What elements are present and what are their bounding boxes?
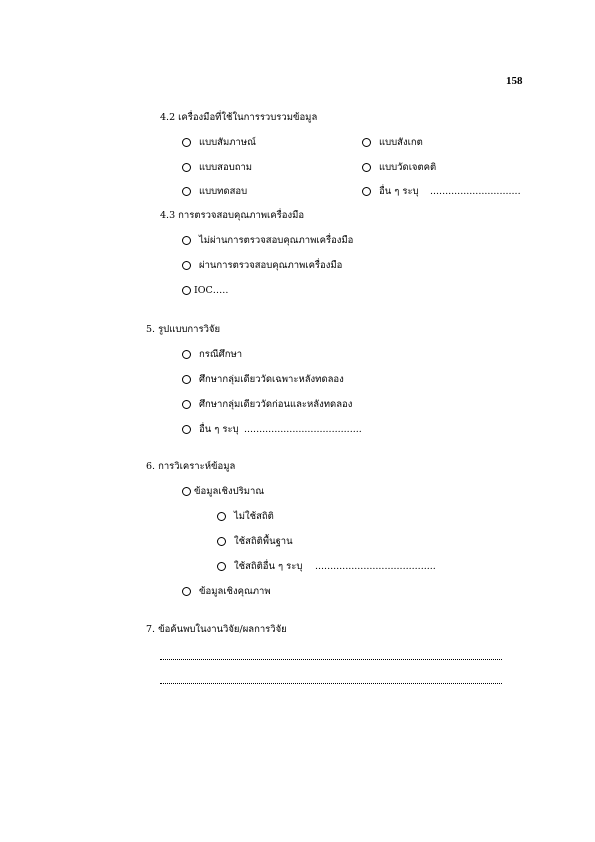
option-observation[interactable]: แบบสังเกต xyxy=(362,136,522,150)
option-test[interactable]: แบบทดสอบ xyxy=(182,185,342,199)
other-design-fill-line[interactable]: ....................................... xyxy=(244,424,362,435)
option-quantitative[interactable]: ข้อมูลเชิงปริมาณ xyxy=(182,485,332,499)
radio-circle-icon[interactable] xyxy=(182,487,191,496)
radio-circle-icon[interactable] xyxy=(182,350,191,359)
option-not-validated[interactable]: ไม่ผ่านการตรวจสอบคุณภาพเครื่องมือ xyxy=(182,234,402,248)
findings-fill-line-1[interactable] xyxy=(160,659,502,660)
page-number: 158 xyxy=(506,75,523,87)
findings-fill-line-2[interactable] xyxy=(160,683,502,684)
option-validated[interactable]: ผ่านการตรวจสอบคุณภาพเครื่องมือ xyxy=(182,259,402,273)
radio-circle-icon[interactable] xyxy=(182,138,191,147)
radio-circle-icon[interactable] xyxy=(182,163,191,172)
option-no-statistics[interactable]: ไม่ใช้สถิติ xyxy=(217,510,367,524)
radio-circle-icon[interactable] xyxy=(217,537,226,546)
radio-circle-icon[interactable] xyxy=(182,236,191,245)
radio-circle-icon[interactable] xyxy=(182,400,191,409)
option-one-group-pretest-posttest[interactable]: ศึกษากลุ่มเดียววัดก่อนและหลังทดลอง xyxy=(182,398,382,412)
radio-circle-icon[interactable] xyxy=(182,286,191,295)
option-interview[interactable]: แบบสัมภาษณ์ xyxy=(182,136,342,150)
radio-circle-icon[interactable] xyxy=(362,187,371,196)
section-7-heading: 7. ข้อค้นพบในงานวิจัย/ผลการวิจัย xyxy=(146,624,287,635)
option-other-design[interactable]: อื่น ๆ ระบุ ....................................... xyxy=(182,423,382,437)
option-attitude-scale[interactable]: แบบวัดเจตคติ xyxy=(362,161,522,175)
radio-circle-icon[interactable] xyxy=(362,138,371,147)
radio-circle-icon[interactable] xyxy=(182,587,191,596)
radio-circle-icon[interactable] xyxy=(182,425,191,434)
option-qualitative[interactable]: ข้อมูลเชิงคุณภาพ xyxy=(182,585,332,599)
option-other-tool[interactable]: อื่น ๆ ระบุ .............................. xyxy=(362,185,522,199)
option-one-group-posttest[interactable]: ศึกษากลุ่มเดียววัดเฉพาะหลังทดลอง xyxy=(182,373,382,387)
radio-circle-icon[interactable] xyxy=(217,512,226,521)
option-basic-statistics[interactable]: ใช้สถิติพื้นฐาน xyxy=(217,535,367,549)
section-5-heading: 5. รูปแบบการวิจัย xyxy=(146,324,221,335)
section-4-2-heading: 4.2 เครื่องมือที่ใช้ในการรวบรวมข้อมูล xyxy=(160,112,318,123)
option-questionnaire[interactable]: แบบสอบถาม xyxy=(182,161,342,175)
radio-circle-icon[interactable] xyxy=(362,163,371,172)
radio-circle-icon[interactable] xyxy=(182,375,191,384)
radio-circle-icon[interactable] xyxy=(182,187,191,196)
option-case-study[interactable]: กรณีศึกษา xyxy=(182,348,382,362)
option-ioc[interactable]: IOC….. xyxy=(182,284,302,298)
section-4-3-heading: 4.3 การตรวจสอบคุณภาพเครื่องมือ xyxy=(160,210,305,221)
radio-circle-icon[interactable] xyxy=(182,261,191,270)
section-6-heading: 6. การวิเคราะห์ข้อมูล xyxy=(146,461,236,472)
other-statistics-fill-line[interactable]: ........................................ xyxy=(315,561,436,572)
radio-circle-icon[interactable] xyxy=(217,562,226,571)
option-other-statistics[interactable]: ใช้สถิติอื่น ๆ ระบุ ........................................ xyxy=(217,560,427,574)
other-tool-fill-line[interactable]: .............................. xyxy=(430,186,521,197)
